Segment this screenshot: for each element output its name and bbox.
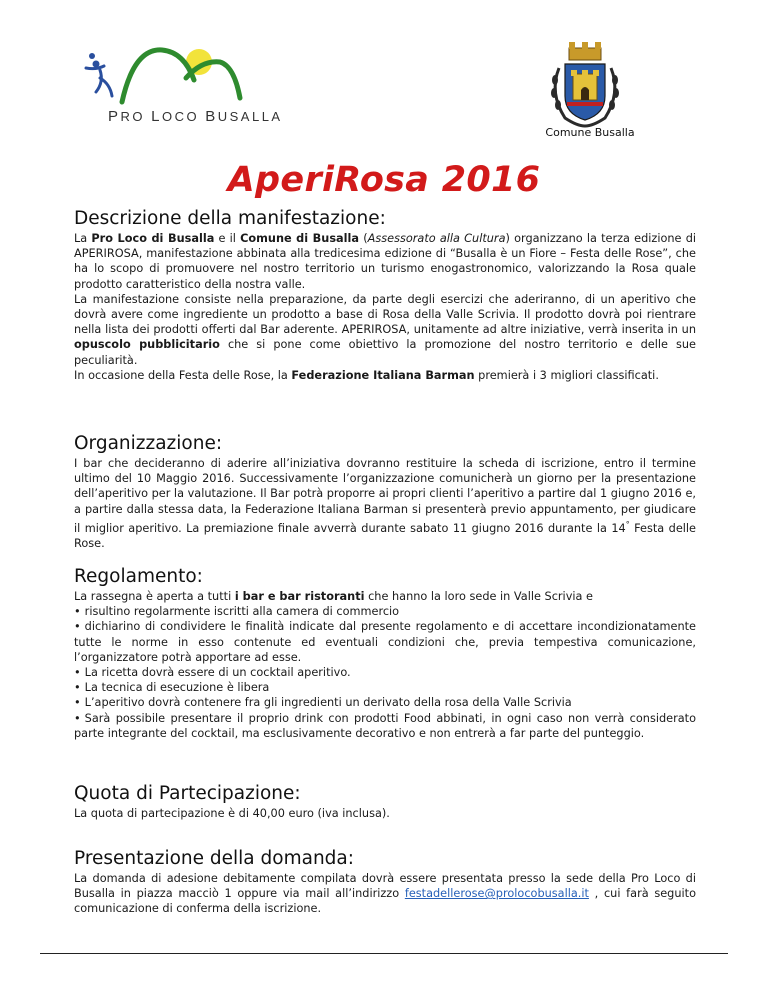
heading-quota: Quota di Partecipazione: — [74, 783, 301, 804]
regolamento-item: • Sarà possibile presentare il proprio drink con prodotti Food abbinati, in ogni caso non verrà considerato parte integrante del cocktail, ma esclusivamente decorativo e non entrerà a far parte del punteggio. — [74, 711, 696, 741]
heading-organizzazione: Organizzazione: — [74, 433, 223, 454]
email-link[interactable]: festadellerose@prolocobusalla.it — [404, 887, 589, 901]
section-organizzazione — [74, 432, 696, 551]
regolamento-item: • L’aperitivo dovrà contenere fra gli ingredienti un derivato della rosa della Valle Scrivia — [74, 695, 696, 710]
heading-domanda: Presentazione della domanda: — [74, 848, 354, 869]
crest-caption: Comune Busalla — [545, 126, 635, 139]
regolamento-item: • La ricetta dovrà essere di un cocktail aperitivo. — [74, 665, 696, 680]
regolamento-item: • dichiarino di condividere le finalità indicate dal presente regolamento e di accettare incondizionatamente tutte le norme in esso contenute ed eventuali condizioni che, previa tempestiva comunicazione, l’organizzatore potrà apportare ad esse. — [74, 619, 696, 665]
domanda-text: La domanda di adesione debitamente compilata dovrà essere presentata presso la sede della Pro Loco di Busalla in piazza macciò 1 oppure via mail all’indirizzo festadellerose@prolocobusalla.it , cui farà seguito comunicazione di conferma della iscrizione. — [74, 872, 696, 916]
footer-divider — [40, 953, 728, 954]
descrizione-paragraph-3: In occasione della Festa delle Rose, la Federazione Italiana Barman premierà i 3 migliori classificati. — [74, 368, 659, 382]
heading-regolamento: Regolamento: — [74, 566, 203, 587]
regolamento-item: • risultino regolarmente iscritti alla camera di commercio — [74, 604, 696, 619]
quota-text: La quota di partecipazione è di 40,00 euro (iva inclusa). — [74, 807, 390, 820]
pro-loco-logo-text: PRO LOCO BUSALLA — [108, 108, 283, 125]
regolamento-intro: La rassegna è aperta a tutti i bar e bar ristoranti che hanno la loro sede in Valle Scrivia e — [74, 590, 593, 603]
section-domanda — [74, 847, 696, 917]
heading-descrizione: Descrizione della manifestazione: — [74, 208, 386, 229]
pro-loco-mountains-icon — [82, 40, 267, 110]
organizzazione-paragraph: I bar che decideranno di aderire all’iniziativa dovranno restituire la scheda di iscrizione, entro il termine ultimo del 10 Maggio 2016. Successivamente l’organizzazione comunicherà un giorno per la presentazione dell’aperitivo per la valutazione. Il Bar potrà proporre ai propri clienti l’aperitivo a partire dal 1 giugno 2016 e, a partire dalla stessa data, la Federazione Italiana Barman si presenterà previo appuntamento, per giudicare il miglior aperitivo. La premiazione finale avverrà durante sabato 11 giugno 2016 durante la 14° Festa delle Rose. — [74, 457, 697, 550]
pro-loco-logo — [82, 40, 283, 135]
comune-crest — [545, 38, 625, 130]
section-descrizione — [74, 207, 696, 383]
coat-of-arms-icon — [545, 38, 625, 130]
regolamento-item: • La tecnica di esecuzione è libera — [74, 680, 696, 695]
descrizione-paragraph-1: La Pro Loco di Busalla e il Comune di Busalla (Assessorato alla Cultura) organizzano la terza edizione di APERIROSA, manifestazione abbinata alla tredicesima edizione di “Busalla è un Fiore – Festa delle Rose”, che ha lo scopo di promuovere nel nostro territorio un turismo enogastronomico, valorizzando la Rosa quale prodotto caratteristico della nostra valle. — [74, 232, 696, 291]
descrizione-paragraph-2: La manifestazione consiste nella preparazione, da parte degli esercizi che aderiranno, di un aperitivo che dovrà avere come ingrediente un prodotto a base di Rosa della Valle Scrivia. Il prodotto dovrà poi rientrare nella lista dei prodotti offerti dal Bar aderente. APERIROSA, unitamente ad altre iniziative, verrà inserita in un opuscolo pubblicitario che si pone come obiettivo la promozione del nostro territorio e delle sue peculiarità. — [74, 292, 696, 367]
section-regolamento — [74, 565, 696, 741]
page-title: AperiRosa 2016 — [227, 160, 541, 200]
section-quota — [74, 782, 696, 821]
